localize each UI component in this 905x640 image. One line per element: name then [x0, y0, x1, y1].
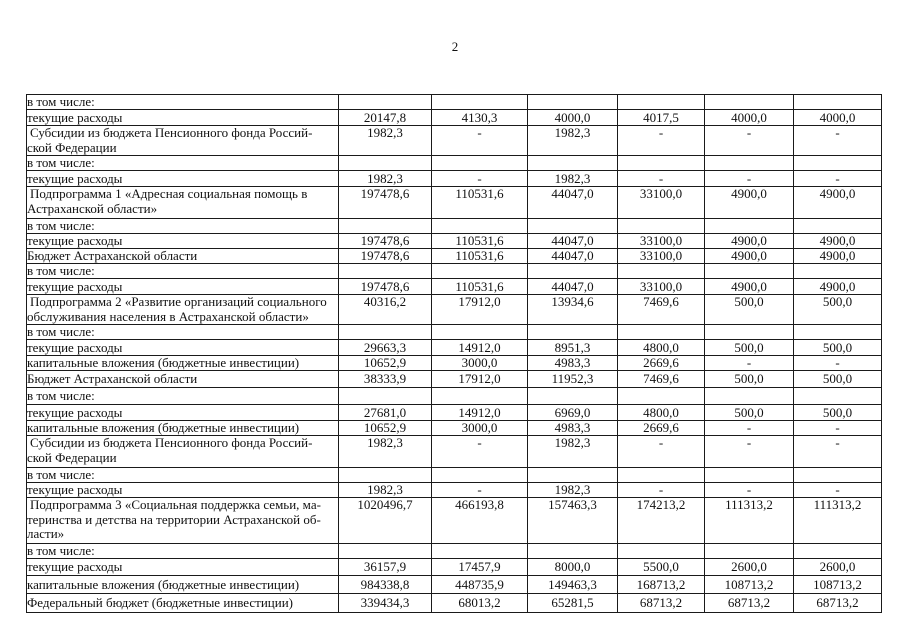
value-cell: 168713,2 — [618, 576, 705, 594]
row-label-cell — [27, 340, 339, 356]
value-cell — [339, 468, 432, 483]
value-cell — [705, 544, 794, 559]
value-cell: - — [705, 356, 794, 371]
value-cell — [432, 156, 528, 171]
value-cell — [794, 544, 882, 559]
row-label-cell — [27, 405, 339, 421]
row-label-line: в том числе: — [27, 218, 95, 233]
table-row — [27, 249, 882, 264]
value-cell: - — [618, 483, 705, 498]
row-label-cell — [27, 126, 339, 156]
table-row — [27, 544, 882, 559]
table-row — [27, 95, 882, 110]
value-cell: 44047,0 — [528, 279, 618, 295]
value-cell: 110531,6 — [432, 249, 528, 264]
value-cell: 68013,2 — [432, 594, 528, 613]
value-cell: 5500,0 — [618, 559, 705, 576]
value-cell — [339, 95, 432, 110]
value-cell: 4900,0 — [705, 279, 794, 295]
value-cell — [618, 468, 705, 483]
row-label-line: капитальные вложения (бюджетные инвестиции) — [27, 355, 300, 370]
value-cell: 1982,3 — [339, 171, 432, 187]
value-cell: - — [432, 126, 528, 156]
table-row — [27, 187, 882, 219]
value-cell: 197478,6 — [339, 279, 432, 295]
value-cell — [432, 388, 528, 405]
value-cell: - — [705, 126, 794, 156]
value-cell: - — [618, 126, 705, 156]
value-cell: 68713,2 — [705, 594, 794, 613]
value-cell: 108713,2 — [705, 576, 794, 594]
value-cell — [705, 264, 794, 279]
row-label-line: в том числе: — [27, 263, 95, 278]
value-cell: 33100,0 — [618, 279, 705, 295]
value-cell: 8951,3 — [528, 340, 618, 356]
value-cell: 339434,3 — [339, 594, 432, 613]
value-cell: - — [432, 436, 528, 468]
row-label-line: Субсидии из бюджета Пенсионного фонда Россий- — [30, 435, 313, 450]
table-row — [27, 371, 882, 388]
value-cell: 68713,2 — [618, 594, 705, 613]
row-label-line: в том числе: — [27, 94, 95, 109]
value-cell: 500,0 — [794, 295, 882, 325]
value-cell: 1982,3 — [528, 483, 618, 498]
value-cell: 197478,6 — [339, 234, 432, 249]
row-label-cell — [27, 371, 339, 388]
value-cell: 500,0 — [705, 340, 794, 356]
value-cell — [528, 388, 618, 405]
value-cell — [339, 544, 432, 559]
value-cell: 4900,0 — [794, 187, 882, 219]
value-cell: 4017,5 — [618, 110, 705, 126]
value-cell — [618, 388, 705, 405]
value-cell: 17912,0 — [432, 371, 528, 388]
value-cell: 44047,0 — [528, 187, 618, 219]
value-cell: 500,0 — [705, 295, 794, 325]
table-row — [27, 126, 882, 156]
value-cell — [528, 264, 618, 279]
table-row — [27, 110, 882, 126]
row-label-line: теринства и детства на территории Астраханской об- — [27, 511, 321, 527]
row-label-line: Подпрограмма 1 «Адресная социальная помощь в — [30, 186, 308, 201]
value-cell: 4800,0 — [618, 405, 705, 421]
row-label-cell — [27, 95, 339, 110]
row-label-line: ской Федерации — [27, 139, 117, 155]
value-cell — [528, 219, 618, 234]
row-label-line: в том числе: — [27, 324, 95, 339]
value-cell: 4000,0 — [528, 110, 618, 126]
value-cell — [528, 156, 618, 171]
value-cell: 1982,3 — [339, 126, 432, 156]
value-cell: 984338,8 — [339, 576, 432, 594]
row-label-cell — [27, 249, 339, 264]
value-cell — [528, 544, 618, 559]
value-cell — [618, 264, 705, 279]
row-label-cell — [27, 156, 339, 171]
value-cell — [794, 219, 882, 234]
value-cell: 110531,6 — [432, 234, 528, 249]
value-cell: 44047,0 — [528, 234, 618, 249]
table-row — [27, 219, 882, 234]
value-cell: 157463,3 — [528, 498, 618, 544]
row-label-cell — [27, 234, 339, 249]
value-cell: 2600,0 — [794, 559, 882, 576]
row-label-cell — [27, 219, 339, 234]
value-cell: 448735,9 — [432, 576, 528, 594]
value-cell: 17912,0 — [432, 295, 528, 325]
value-cell: 1982,3 — [528, 126, 618, 156]
value-cell — [618, 544, 705, 559]
value-cell: 6969,0 — [528, 405, 618, 421]
value-cell: 40316,2 — [339, 295, 432, 325]
row-label-line: ласти» — [27, 526, 65, 541]
value-cell: 4130,3 — [432, 110, 528, 126]
row-label-line: в том числе: — [27, 543, 95, 558]
value-cell — [794, 95, 882, 110]
row-label-line: Подпрограмма 2 «Развитие организаций социального — [30, 294, 327, 309]
row-label-line: Бюджет Астраханской области — [27, 371, 198, 386]
row-label-cell — [27, 544, 339, 559]
value-cell: 68713,2 — [794, 594, 882, 613]
value-cell: 500,0 — [794, 340, 882, 356]
value-cell: 14912,0 — [432, 405, 528, 421]
value-cell: 4900,0 — [705, 187, 794, 219]
value-cell: 2669,6 — [618, 356, 705, 371]
row-label-line: в том числе: — [27, 467, 95, 482]
value-cell: - — [705, 436, 794, 468]
row-label-cell — [27, 388, 339, 405]
value-cell: 4983,3 — [528, 356, 618, 371]
value-cell: 44047,0 — [528, 249, 618, 264]
value-cell: 1982,3 — [339, 483, 432, 498]
value-cell — [432, 468, 528, 483]
value-cell: 33100,0 — [618, 249, 705, 264]
value-cell: 4983,3 — [528, 421, 618, 436]
table-row — [27, 156, 882, 171]
value-cell: 197478,6 — [339, 187, 432, 219]
value-cell: - — [705, 483, 794, 498]
row-label-line: капитальные вложения (бюджетные инвестиции) — [27, 576, 300, 592]
table-row — [27, 388, 882, 405]
value-cell: 3000,0 — [432, 421, 528, 436]
table-row — [27, 483, 882, 498]
value-cell — [618, 325, 705, 340]
row-label-line: текущие расходы — [27, 109, 123, 125]
table-row — [27, 405, 882, 421]
value-cell — [794, 468, 882, 483]
value-cell — [794, 156, 882, 171]
row-label-cell — [27, 576, 339, 594]
table-row — [27, 279, 882, 295]
row-label-line: текущие расходы — [27, 278, 123, 294]
row-label-line: Бюджет Астраханской области — [27, 248, 198, 263]
value-cell — [528, 468, 618, 483]
value-cell — [618, 219, 705, 234]
value-cell: 27681,0 — [339, 405, 432, 421]
value-cell: 174213,2 — [618, 498, 705, 544]
value-cell — [339, 325, 432, 340]
value-cell: - — [794, 483, 882, 498]
row-label-line: текущие расходы — [27, 482, 123, 497]
value-cell: 110531,6 — [432, 187, 528, 219]
row-label-line: Подпрограмма 3 «Социальная поддержка семьи, ма- — [30, 497, 321, 512]
value-cell: - — [618, 436, 705, 468]
table-row — [27, 498, 882, 544]
value-cell: - — [794, 171, 882, 187]
value-cell — [794, 388, 882, 405]
row-label-cell — [27, 498, 339, 544]
value-cell: 2600,0 — [705, 559, 794, 576]
row-label-cell — [27, 295, 339, 325]
row-label-cell — [27, 356, 339, 371]
table-row — [27, 436, 882, 468]
table-row — [27, 171, 882, 187]
value-cell: 10652,9 — [339, 421, 432, 436]
table-row — [27, 234, 882, 249]
value-cell: 8000,0 — [528, 559, 618, 576]
row-label-cell — [27, 421, 339, 436]
value-cell: 3000,0 — [432, 356, 528, 371]
table-row — [27, 264, 882, 279]
row-label-line: текущие расходы — [27, 170, 123, 186]
value-cell: 4900,0 — [794, 234, 882, 249]
value-cell: 149463,3 — [528, 576, 618, 594]
value-cell — [705, 325, 794, 340]
row-label-cell — [27, 110, 339, 126]
value-cell: - — [618, 171, 705, 187]
table-row — [27, 576, 882, 594]
row-label-line: капитальные вложения (бюджетные инвестиции) — [27, 420, 300, 435]
value-cell: 20147,8 — [339, 110, 432, 126]
value-cell: 4900,0 — [705, 234, 794, 249]
row-label-line: в том числе: — [27, 155, 95, 170]
table-row — [27, 594, 882, 613]
table-body — [27, 95, 882, 613]
value-cell — [705, 219, 794, 234]
table-row — [27, 295, 882, 325]
row-label-cell — [27, 171, 339, 187]
value-cell: 108713,2 — [794, 576, 882, 594]
value-cell: 11952,3 — [528, 371, 618, 388]
row-label-line: текущие расходы — [27, 404, 123, 420]
value-cell: 33100,0 — [618, 234, 705, 249]
row-label-cell — [27, 594, 339, 613]
value-cell: 1982,3 — [528, 436, 618, 468]
value-cell: 7469,6 — [618, 371, 705, 388]
value-cell: - — [432, 483, 528, 498]
row-label-line: ской Федерации — [27, 449, 117, 465]
row-label-cell — [27, 187, 339, 219]
row-label-cell — [27, 559, 339, 576]
value-cell: 197478,6 — [339, 249, 432, 264]
value-cell: 111313,2 — [705, 498, 794, 544]
value-cell: - — [794, 356, 882, 371]
value-cell: 4000,0 — [794, 110, 882, 126]
table-row — [27, 340, 882, 356]
value-cell — [794, 264, 882, 279]
value-cell: 36157,9 — [339, 559, 432, 576]
row-label-cell — [27, 436, 339, 468]
value-cell: 38333,9 — [339, 371, 432, 388]
value-cell — [339, 388, 432, 405]
value-cell — [339, 156, 432, 171]
value-cell: 1020496,7 — [339, 498, 432, 544]
value-cell — [339, 219, 432, 234]
value-cell — [705, 468, 794, 483]
row-label-cell — [27, 279, 339, 295]
row-label-line: Федеральный бюджет (бюджетные инвестиции) — [27, 595, 294, 610]
value-cell: - — [432, 171, 528, 187]
row-label-line: текущие расходы — [27, 339, 123, 355]
row-label-line: обслуживания населения в Астраханской области» — [27, 308, 309, 324]
value-cell: 33100,0 — [618, 187, 705, 219]
value-cell — [528, 325, 618, 340]
value-cell: 500,0 — [794, 371, 882, 388]
value-cell — [705, 388, 794, 405]
table-row — [27, 325, 882, 340]
value-cell: 17457,9 — [432, 559, 528, 576]
row-label-line: в том числе: — [27, 388, 95, 403]
value-cell: - — [794, 421, 882, 436]
value-cell: 65281,5 — [528, 594, 618, 613]
value-cell — [794, 325, 882, 340]
value-cell — [432, 219, 528, 234]
value-cell — [432, 325, 528, 340]
value-cell: 13934,6 — [528, 295, 618, 325]
value-cell: 4900,0 — [794, 279, 882, 295]
value-cell — [432, 544, 528, 559]
value-cell: 466193,8 — [432, 498, 528, 544]
value-cell: 111313,2 — [794, 498, 882, 544]
value-cell: 4900,0 — [794, 249, 882, 264]
value-cell: 4800,0 — [618, 340, 705, 356]
value-cell: - — [705, 421, 794, 436]
value-cell: 110531,6 — [432, 279, 528, 295]
value-cell — [339, 264, 432, 279]
value-cell — [618, 156, 705, 171]
value-cell — [432, 264, 528, 279]
value-cell: 1982,3 — [528, 171, 618, 187]
row-label-cell — [27, 264, 339, 279]
value-cell — [528, 95, 618, 110]
value-cell: - — [705, 171, 794, 187]
value-cell: 500,0 — [794, 405, 882, 421]
value-cell: 2669,6 — [618, 421, 705, 436]
value-cell: 500,0 — [705, 405, 794, 421]
value-cell: 10652,9 — [339, 356, 432, 371]
value-cell — [705, 95, 794, 110]
value-cell: 29663,3 — [339, 340, 432, 356]
table-row — [27, 421, 882, 436]
value-cell — [432, 95, 528, 110]
row-label-line: текущие расходы — [27, 559, 123, 574]
row-label-line: Астраханской области» — [27, 200, 158, 216]
table-row — [27, 559, 882, 576]
value-cell: 4900,0 — [705, 249, 794, 264]
value-cell: - — [794, 436, 882, 468]
table-row — [27, 356, 882, 371]
value-cell — [618, 95, 705, 110]
value-cell — [705, 156, 794, 171]
value-cell: 7469,6 — [618, 295, 705, 325]
value-cell: 500,0 — [705, 371, 794, 388]
row-label-cell — [27, 325, 339, 340]
value-cell: 1982,3 — [339, 436, 432, 468]
value-cell: 14912,0 — [432, 340, 528, 356]
value-cell: 4000,0 — [705, 110, 794, 126]
row-label-line: текущие расходы — [27, 233, 123, 248]
page-number: 2 — [451, 39, 459, 54]
row-label-cell — [27, 468, 339, 483]
value-cell: - — [794, 126, 882, 156]
row-label-line: Субсидии из бюджета Пенсионного фонда Россий- — [30, 125, 313, 140]
budget-table — [26, 94, 882, 613]
row-label-cell — [27, 483, 339, 498]
table-row — [27, 468, 882, 483]
